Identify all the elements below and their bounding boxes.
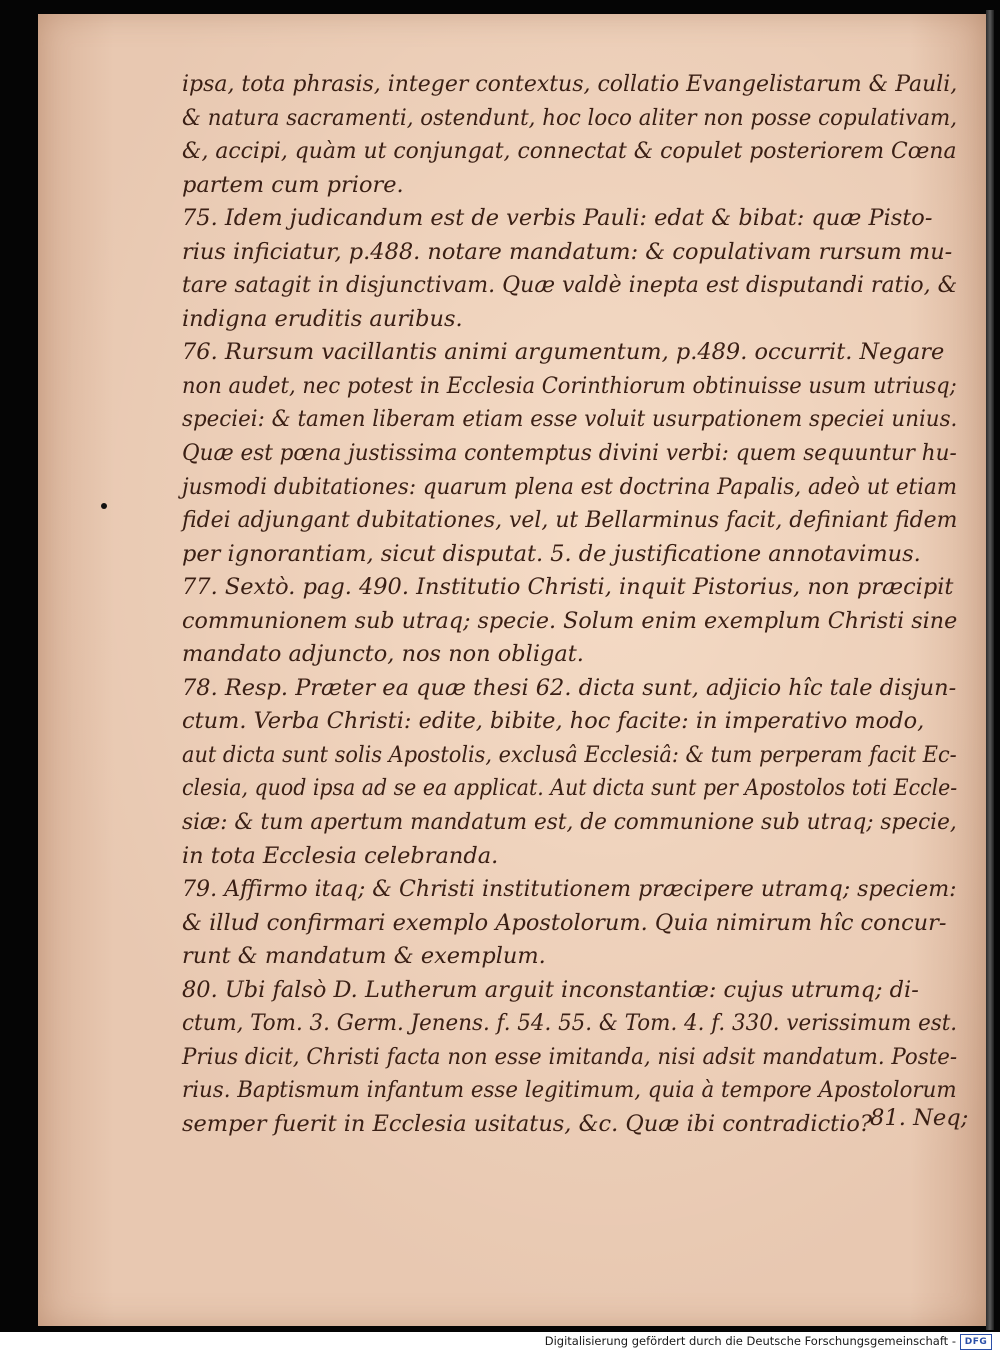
text-line: in tota Ecclesia celebranda. — [182, 842, 499, 869]
text-line: clesia, quod ipsa ad se ea applicat. Aut dicta sunt per Apostolos toti Eccle- — [182, 775, 958, 802]
text-line: 77. Sextò. pag. 490. Institutio Christi, inquit Pistorius, non præcipit — [182, 574, 954, 601]
text-line: semper fuerit in Ecclesia usitatus, &c. Quæ ibi contradictio? — [182, 1110, 872, 1137]
text-line: indigna eruditis auribus. — [182, 305, 463, 332]
text-line: siæ: & tum apertum mandatum est, de communione sub utraq; specie, — [182, 809, 957, 836]
text-line: &, accipi, quàm ut conjungat, connectat & copulet posteriorem Cœna — [182, 138, 957, 165]
text-line: 76. Rursum vacillantis animi argumentum, p.489. occurrit. Negare — [182, 339, 945, 366]
text-line: Prius dicit, Christi facta non esse imitanda, nisi adsit mandatum. Poste- — [182, 1043, 958, 1070]
text-line: ctum, Tom. 3. Germ. Jenens. f. 54. 55. & Tom. 4. f. 330. verissimum est. — [182, 1010, 958, 1037]
text-line: Quæ est pœna justissima contemptus divini verbi: quem sequuntur hu- — [182, 440, 957, 467]
ink-spot — [101, 503, 107, 509]
text-line: non audet, nec potest in Ecclesia Corinthiorum obtinuisse usum utriusq; — [182, 372, 957, 399]
text-line: 79. Affirmo itaq; & Christi institutionem præcipere utramq; speciem: — [182, 876, 957, 903]
text-line: 80. Ubi falsò D. Lutherum arguit inconstantiæ: cujus utrumq; di- — [182, 976, 919, 1003]
text-line: partem cum priore. — [182, 171, 404, 198]
text-line: tare satagit in disjunctivam. Quæ valdè inepta est disputandi ratio, & — [182, 272, 958, 299]
text-line: ipsa, tota phrasis, integer contextus, collatio Evangelistarum & Pauli, — [182, 71, 958, 97]
dfg-logo[interactable]: DFG — [960, 1334, 992, 1350]
text-line: rius. Baptismum infantum esse legitimum, quia à tempore Apostolorum — [182, 1077, 957, 1104]
text-line: fidei adjungant dubitationes, vel, ut Bellarminus facit, definiant fidem — [182, 507, 958, 534]
text-line: runt & mandatum & exemplum. — [182, 943, 546, 970]
text-line: per ignorantiam, sicut disputat. 5. de justificatione annotavimus. — [182, 540, 921, 567]
document-text — [182, 68, 962, 1142]
page-edge-shadow — [986, 10, 994, 1330]
text-line: rius inficiatur, p.488. notare mandatum: & copulativam rursum mu- — [182, 238, 953, 265]
text-line: mandato adjuncto, nos non obligat. — [182, 641, 584, 668]
text-line: & natura sacramenti, ostendunt, hoc loco aliter non posse copulativam, — [182, 104, 958, 131]
text-line: speciei: & tamen liberam etiam esse voluit usurpationem speciei unius. — [182, 406, 958, 433]
text-line: ctum. Verba Christi: edite, bibite, hoc facite: in imperativo modo, — [182, 708, 925, 735]
text-line: 75. Idem judicandum est de verbis Pauli: edat & bibat: quæ Pisto- — [182, 205, 933, 232]
text-line: 78. Resp. Præter ea quæ thesi 62. dicta sunt, adjicio hîc tale disjun- — [182, 674, 957, 701]
funding-notice: Digitalisierung gefördert durch die Deutsche Forschungsgemeinschaft - — [544, 1334, 956, 1348]
catchword: 81. Neq; — [870, 1105, 969, 1131]
text-line: aut dicta sunt solis Apostolis, exclusâ Ecclesiâ: & tum perperam facit Ec- — [182, 741, 957, 768]
text-line: jusmodi dubitationes: quarum plena est doctrina Papalis, adeò ut etiam — [182, 473, 957, 500]
text-line: & illud confirmari exemplo Apostolorum. Quia nimirum hîc concur- — [182, 909, 947, 936]
text-line: communionem sub utraq; specie. Solum enim exemplum Christi sine — [182, 607, 958, 634]
